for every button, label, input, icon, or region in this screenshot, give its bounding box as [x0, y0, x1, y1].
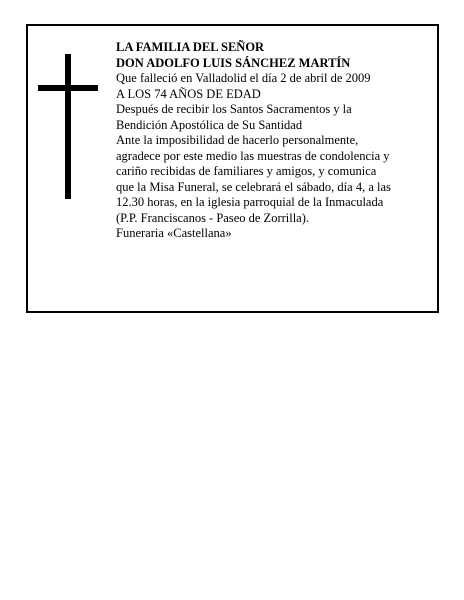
- body-line: (P.P. Franciscanos - Paseo de Zorrilla).: [116, 210, 310, 225]
- notice-text: [116, 40, 421, 242]
- obituary-notice: [26, 24, 439, 313]
- sacraments-line-1: Después de recibir los Santos Sacramentos y la: [116, 102, 352, 116]
- cross-horizontal-bar: [38, 85, 98, 91]
- body-line: 12.30 horas, en la iglesia parroquial de la Inmaculada: [116, 195, 384, 209]
- death-date-line: Que falleció en Valladolid el día 2 de abril de 2009: [116, 71, 371, 85]
- sacraments-line-2: Bendición Apostólica de Su Santidad: [116, 117, 303, 132]
- body-line: cariño recibidas de familiares y amigos, y comunica: [116, 164, 377, 178]
- heading-deceased-name: DON ADOLFO LUIS SÁNCHEZ MARTÍN: [116, 55, 351, 70]
- heading-family: LA FAMILIA DEL SEÑOR: [116, 40, 265, 54]
- body-line: Ante la imposibilidad de hacerlo personalmente,: [116, 133, 359, 147]
- body-line: que la Misa Funeral, se celebrará el sábado, día 4, a las: [116, 179, 391, 194]
- latin-cross-icon: [38, 54, 98, 199]
- body-line: agradece por este medio las muestras de condolencia y: [116, 148, 390, 163]
- cross-vertical-bar: [65, 54, 71, 199]
- age-line: A LOS 74 AÑOS DE EDAD: [116, 86, 261, 101]
- funeral-home: Funeraria «Castellana»: [116, 226, 232, 240]
